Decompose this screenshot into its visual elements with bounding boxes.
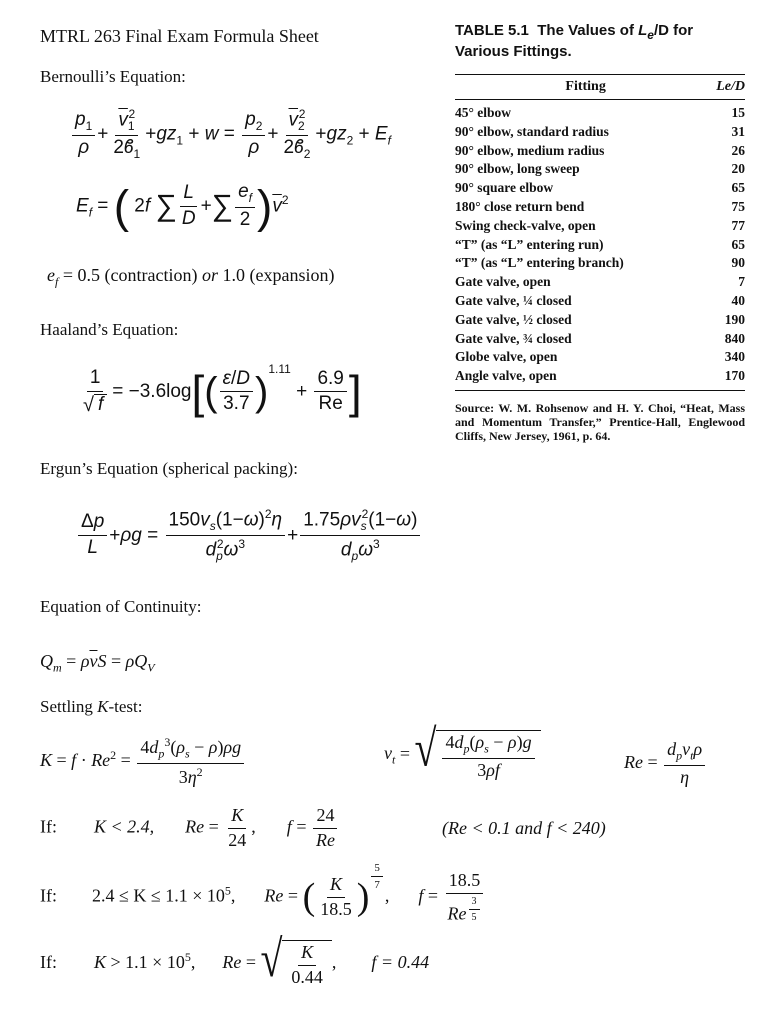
table-row bbox=[455, 236, 745, 255]
fitting-name: 45° elbow bbox=[455, 105, 512, 121]
fitting-ld-value: 65 bbox=[731, 236, 745, 252]
table-caption: TABLE 5.1 The Values of $L_e/D$ for Various Fittings. bbox=[455, 22, 694, 60]
continuity-heading: Equation of Continuity: bbox=[40, 597, 202, 616]
table-row bbox=[455, 292, 745, 311]
fitting-name: Angle valve, open bbox=[455, 368, 557, 384]
fitting-name: Gate valve, open bbox=[455, 274, 551, 290]
fitting-name: 180° close return bend bbox=[455, 199, 585, 215]
fitting-ld-value: 75 bbox=[731, 199, 745, 215]
fitting-ld-value: 340 bbox=[724, 349, 745, 365]
terminal-velocity: $v_t$ = √ $\frac{4d_p(\rho_s - \rho)g}{3\rho f}$ bbox=[384, 730, 541, 781]
friction-loss-equation: $E_f$ = ( 2f ∑ $\frac{L}{D}$ +∑ $\frac{e_f}{2}$ )$\overline{v}^2$ bbox=[76, 180, 289, 233]
fitting-ld-value: 840 bbox=[724, 330, 745, 346]
table-row bbox=[455, 254, 745, 273]
fitting-ld-value: 90 bbox=[731, 255, 745, 271]
case-3: If: $K > 1.1 \times 10^5$, Re = √ $\frac{K}{0.44}$ , f = 0.44 bbox=[40, 928, 430, 988]
fitting-ld-value: 26 bbox=[731, 142, 745, 158]
k-definition: $K = f \cdot Re^2$ = $\frac{4d_p^3(\rho_s - \rho)\rho g}{3\eta^2}$ bbox=[40, 736, 246, 788]
fitting-ld-value: 190 bbox=[724, 311, 745, 327]
table-header bbox=[455, 75, 745, 100]
table-row bbox=[455, 160, 745, 179]
fitting-name: “T” (as “L” entering branch) bbox=[455, 255, 624, 271]
haaland-equation: 1 √ f = −3.6log[( $\frac{\varepsilon/D}{3.7}$ )$^{1.11}$ + $\frac{6.9}{Re}$ ] bbox=[83, 362, 362, 418]
fitting-ld-value: 31 bbox=[731, 123, 745, 139]
fittings-table bbox=[455, 22, 745, 443]
case-2: If: $2.4 \le K \le 1.1 \times 10^5$, Re = ( $\frac{K}{18.5}$ ) $^{\frac{5}{7}}$ , f = 18.5 Re $^{\frac{3}{5}}$ bbox=[40, 862, 487, 924]
table-row bbox=[455, 273, 745, 292]
fitting-name: 90° square elbow bbox=[455, 180, 554, 196]
table-row bbox=[455, 311, 745, 330]
fitting-ld-value: 77 bbox=[731, 217, 745, 233]
table-row bbox=[455, 217, 745, 236]
fitting-name: Swing check-valve, open bbox=[455, 217, 596, 233]
table-row bbox=[455, 367, 745, 386]
fitting-name: “T” (as “L” entering run) bbox=[455, 236, 604, 252]
settling-heading: Settling K-test: bbox=[40, 697, 143, 716]
ergun-equation: $\frac{\Delta p}{L}$ +ρg = $\frac{150v_s(1-\omega)^2\eta}{d_p^2\omega^3}$ + $\frac{1.75\rho v_s^2(1-\omega)}{d_p\omega^3}$ bbox=[76, 508, 422, 564]
col-ld: Le/D bbox=[716, 79, 745, 95]
fitting-ld-value: 7 bbox=[738, 274, 745, 290]
fitting-name: 90° elbow, standard radius bbox=[455, 123, 609, 139]
fitting-name: Gate valve, ½ closed bbox=[455, 311, 572, 327]
fitting-ld-value: 15 bbox=[731, 105, 745, 121]
bernoulli-equation: $\frac{p_1}{\rho}$ + $\frac{\overline{v}_1^2}{2ϐ_1}$ $+gz_1 + w$ = $\frac{p_2}{\rho}$ + $\frac{\overline{v}_2^2}{2ϐ_2}$ $+gz_2 + E_f$ bbox=[70, 108, 391, 161]
case-1-note: (Re < 0.1 and f < 240) bbox=[442, 818, 606, 838]
reynolds-definition: Re = $\frac{d_pv_t\rho}{\eta}$ bbox=[624, 740, 707, 788]
table-source: Source: W. M. Rohsenow and H. Y. Choi, “Heat, Mass and Momentum Transfer,” Prentice-Hall, Englewood Cliffs, New Jersey, 1961, p. 64. bbox=[455, 401, 745, 443]
ef-note: $e_f = 0.5$ (contraction) or 1.0 (expansion) bbox=[47, 265, 335, 289]
case-1: If: K < 2.4, Re = $\frac{K}{24}$ , f = $\frac{24}{Re}$ bbox=[40, 806, 340, 851]
haaland-heading: Haaland’s Equation: bbox=[40, 320, 179, 339]
table-row bbox=[455, 104, 745, 123]
table-row bbox=[455, 330, 745, 349]
fitting-ld-value: 40 bbox=[731, 293, 745, 309]
fitting-name: Gate valve, ¾ closed bbox=[455, 330, 572, 346]
table-row bbox=[455, 179, 745, 198]
fitting-ld-value: 20 bbox=[731, 161, 745, 177]
continuity-equation: $Q_m = \rho\overline{v}S = \rho Q_V$ bbox=[40, 651, 155, 675]
fitting-ld-value: 170 bbox=[724, 368, 745, 384]
table-row bbox=[455, 142, 745, 161]
fitting-name: 90° elbow, medium radius bbox=[455, 142, 605, 158]
col-fitting: Fitting bbox=[565, 79, 606, 95]
fitting-name: 90° elbow, long sweep bbox=[455, 161, 580, 177]
table-row bbox=[455, 198, 745, 217]
fitting-name: Gate valve, ¼ closed bbox=[455, 293, 572, 309]
ergun-heading: Ergun’s Equation (spherical packing): bbox=[40, 459, 298, 478]
table-row bbox=[455, 348, 745, 367]
table-row bbox=[455, 123, 745, 142]
fitting-name: Globe valve, open bbox=[455, 349, 558, 365]
page-title: MTRL 263 Final Exam Formula Sheet bbox=[40, 26, 319, 46]
table-body bbox=[455, 100, 745, 391]
fitting-ld-value: 65 bbox=[731, 180, 745, 196]
bernoulli-heading: Bernoulli’s Equation: bbox=[40, 67, 186, 86]
